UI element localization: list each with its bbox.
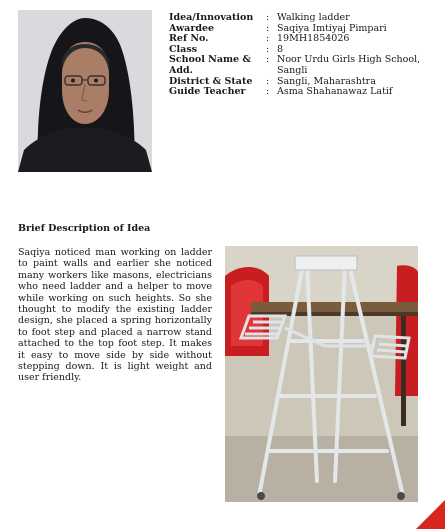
class-separator: : [266,43,270,55]
awardee-photo [18,10,152,172]
awardee-label: Awardee [169,22,215,34]
district-separator: : [266,75,270,87]
walking-ladder-image [225,246,418,502]
description-text: Saqiya noticed man working on ladder to paint walls and earlier she noticed many workers like masons, electricians who need ladder and a helper to move while working on such heights. So she thought to modify the existing ladder design, she placed a spring horizontally to foot step and placed a narrow stand attached to the top foot step. It makes it easy to move side by side without stepping down. It is light weight and user friendly. [18,247,212,384]
info-row-guide [169,87,439,98]
info-row-idea [169,13,439,24]
idea-separator: : [266,12,270,23]
idea-value: Walking ladder [277,12,350,23]
guide-separator: : [266,86,270,98]
school-separator: : [266,54,270,66]
ladder-photo [225,246,418,502]
ref-separator: : [266,33,270,45]
school-value: Noor Urdu Girls High School, Sangli [277,54,421,76]
ref-value: 19MH1854026 [277,33,350,45]
district-label: District & State [169,75,253,87]
guide-label: Guide Teacher [169,86,246,98]
awardee-info-table [169,13,439,98]
idea-label: Idea/Innovation [169,12,254,23]
district-value: Sangli, Maharashtra [277,75,376,87]
awardee-separator: : [266,22,270,34]
awardee-value: Saqiya Imtiyaj Pimpari [277,22,387,34]
class-label: Class [169,43,198,55]
description-title: Brief Description of Idea [18,223,151,234]
ref-label: Ref No. [169,33,209,45]
info-row-school [169,55,439,76]
school-label: School Name & Add. [169,54,251,76]
info-row-ref [169,34,439,45]
guide-value: Asma Shahanawaz Latif [277,86,393,98]
awardee-portrait-image [18,10,152,172]
class-value: 8 [277,43,284,55]
